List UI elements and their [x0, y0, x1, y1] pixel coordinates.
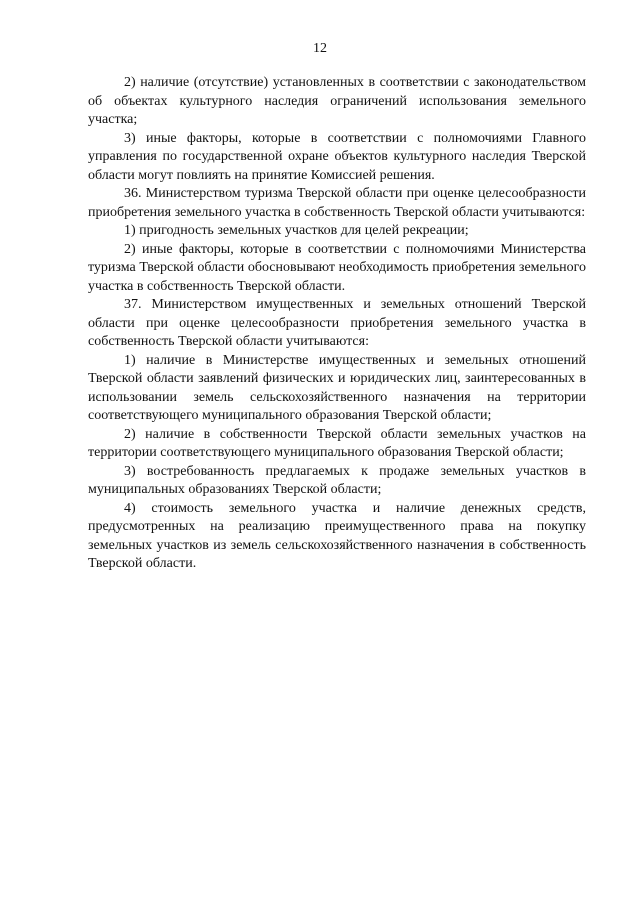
paragraph-37-item-4: 4) стоимость земельного участка и наличие денежных средств, предусмотренных на реализацию преимущественного права на покупку земельных участков из земель сельскохозяйственного назначения в собственность Тверской области.: [88, 500, 586, 571]
paragraph-36-item-2: 2) иные факторы, которые в соответствии с полномочиями Министерства туризма Тверской области обосновывают необходимость приобретения земельного участка в собственность Тверской области.: [88, 241, 586, 294]
document-body: [88, 74, 586, 574]
paragraph-37-item-1: 1) наличие в Министерстве имущественных и земельных отношений Тверской области заявлений физических и юридических лиц, заинтересованных в использовании земель сельскохозяйственного назначения на территории соответствующего муниципального образования Тверской области;: [88, 352, 586, 423]
paragraph-37-item-3: 3) востребованность предлагаемых к продаже земельных участков в муниципальных образованиях Тверской области;: [88, 463, 586, 497]
paragraph-37: 37. Министерством имущественных и земельных отношений Тверской области при оценке целесообразности приобретения земельного участка в собственность Тверской области учитываются:: [88, 297, 586, 349]
page-number: 12: [313, 41, 327, 56]
paragraph-item-3-other-factors: 3) иные факторы, которые в соответствии с полномочиями Главного управления по государственной охране объектов культурного наследия Тверской области могут повлиять на принятие Комиссией решения.: [88, 130, 586, 183]
paragraph-37-item-2: 2) наличие в собственности Тверской области земельных участков на территории соответствующего муниципального образования Тверской области;: [88, 426, 586, 460]
paragraph-36-item-1: 1) пригодность земельных участков для целей рекреации;: [124, 223, 469, 238]
paragraph-36: 36. Министерством туризма Тверской области при оценке целесообразности приобретения земельного участка в собственность Тверской области учитываются:: [88, 186, 586, 220]
paragraph-36-item-2-prev: 2) наличие (отсутствие) установленных в соответствии с законодательством об объектах культурного наследия ограничений использования земельного участка;: [88, 75, 586, 127]
